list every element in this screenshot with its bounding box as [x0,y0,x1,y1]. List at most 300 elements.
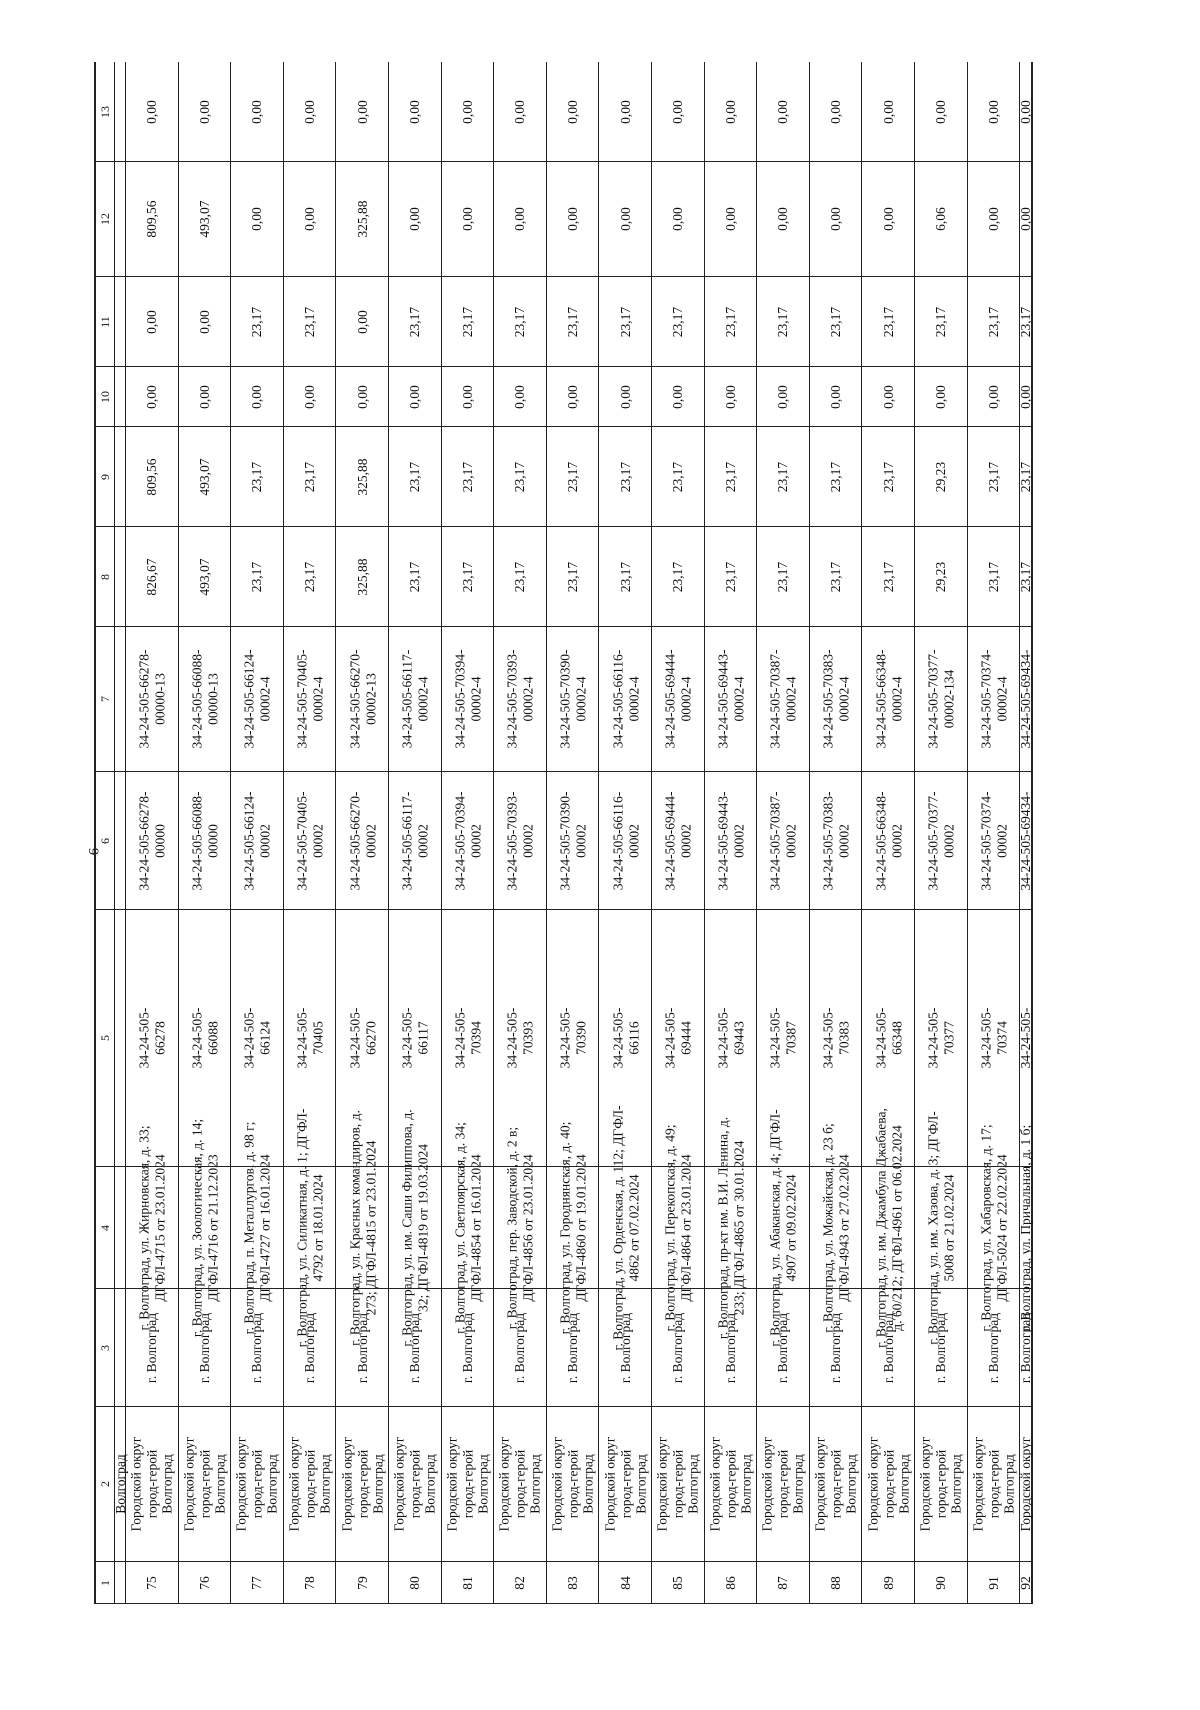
table-cell-col-7-text [926,650,957,749]
text-line: г. Волгоград, пр-кт им. В.И. Ленина, д. [715,1116,731,1339]
table-cell-col-5-text [295,1008,326,1069]
table-cell-col-10 [599,367,652,427]
text-line: 34-24-505-66117- [399,649,415,749]
table-cell-col-10-text: 0,00 [986,384,1002,409]
table-cell-col-8-text: 23,17 [512,561,528,592]
table-cell-col-5 [705,910,758,1167]
text-line: Волгоград [843,1454,859,1514]
table-cell-col-5-text [926,1008,957,1069]
table-cell-col-11 [862,277,915,367]
table-cell-col-9-text: 23,17 [986,461,1002,492]
text-line: 00002-4 [678,676,694,722]
table-cell-col-7-text [505,650,536,749]
text-line: 34-24-505-70393- [504,791,520,890]
table-cell-col-9-text: 23,17 [670,461,686,492]
header-cell-text: 10 [98,390,113,403]
text-line: город-герой [144,1449,160,1519]
table-cell-col-5 [1017,910,1033,1167]
table-cell-col-2-text [129,1437,176,1532]
text-line: 34-24-505- [978,1007,994,1069]
table-cell-col-2-text [602,1437,649,1532]
table-cell-col-7-text [978,650,1009,749]
table-cell-col-5-text [505,1008,536,1069]
text-line: 34-24-505- [662,1007,678,1069]
text-line: город-герой [933,1449,949,1519]
text-line: 34-24-505- [452,1007,468,1069]
table-cell-col-8 [336,527,389,627]
table-cell-col-5 [652,910,705,1167]
table-cell-col-13 [810,62,863,162]
text-line: 34-24-505- [399,1007,415,1069]
table-cell-col-5 [494,910,547,1167]
text-line: 34-24-505-66278- [136,791,152,890]
text-line: 00002-4 [310,676,326,722]
text-line: Городской округ [918,1436,934,1532]
text-line: ДГФЛ-4864 от 23.01.2024 [678,1153,694,1302]
table-cell-col-5-text [873,1008,904,1069]
table-cell-col-11 [599,277,652,367]
table-cell-col-13 [284,62,337,162]
text-line: 66348 [888,1021,904,1055]
text-line: 66124 [257,1021,273,1055]
text-line: 34-24-505-66116- [610,649,626,749]
text-line: Городской округ [181,1436,197,1532]
table-cell-col-4 [547,1121,600,1334]
table-cell-col-1-text: 87 [775,1575,791,1590]
table-cell-col-7 [442,627,495,772]
table-row [967,62,1021,1604]
table-cell-col-13 [915,62,968,162]
table-cell-col-5-text [821,1008,852,1069]
text-line: 70383 [836,1021,852,1055]
table-cell-col-7-text [663,650,694,749]
table-cell-col-13 [336,62,389,162]
table-cell-col-11-text: 0,00 [197,309,213,334]
table-cell-col-8 [915,527,968,627]
table-cell-col-2-text [760,1437,807,1532]
table-cell-col-4 [389,1108,442,1347]
text-line: 4792 от 18.01.2024 [310,1174,326,1281]
text-line: 00002-4 [257,676,273,722]
table-cell-col-5-text [715,1008,746,1069]
table-cell-col-9-text: 23,17 [512,461,528,492]
text-line: 00000-13 [152,673,168,725]
text-line: 273; ДГФЛ-4815 от 23.01.2024 [362,1140,378,1315]
table-cell-col-2 [442,1407,495,1562]
table-cell-col-6 [336,772,389,910]
table-cell-col-13-text: 0,00 [723,99,739,124]
table-cell-col-12 [284,162,337,277]
table-cell-col-1-text: 91 [986,1575,1002,1590]
table-cell-col-3-text: г. Волгоград [249,1312,265,1383]
table-cell-col-8-text: 29,23 [933,561,949,592]
table-cell-col-2 [336,1407,389,1562]
table-cell-col-10-text: 0,00 [565,384,581,409]
table-cell-col-5 [284,910,337,1167]
text-line: г. Волгоград, ул. Абаканская, д. 4; ДГФЛ- [767,1108,783,1347]
table-cell-col-11-text: 0,00 [144,309,160,334]
text-line: 66117 [415,1021,431,1055]
table-cell-col-6 [599,772,652,910]
table-cell-col-13-text: 0,00 [933,99,949,124]
text-line: 32; ДГФЛ-4819 от 19.03.2024 [415,1143,431,1312]
table-cell-col-12 [652,162,705,277]
table-cell-col-11-text: 23,17 [933,306,949,337]
table-cell-col-1 [442,1562,495,1604]
text-line: 34-24-505-66088- [189,791,205,890]
header-cell-text: 7 [98,696,113,702]
text-line: Городской округ [707,1436,723,1532]
text-line: 70390 [573,1021,589,1055]
text-line: Городской округ [865,1436,881,1532]
table-cell-col-6-text [978,791,1009,890]
table-cell-col-11 [915,277,968,367]
table-cell-col-9 [862,427,915,527]
table-cell-col-13-text: 0,00 [512,99,528,124]
table-cell-col-13-text: 0,00 [617,99,633,124]
text-line: 34-24-505-66270- [347,649,363,749]
table-cell-col-4 [336,1109,389,1346]
table-cell-col-11 [284,277,337,367]
text-line: 34-24-505-70393- [504,649,520,749]
table-cell-col-4 [231,1121,284,1334]
text-line: город-герой [249,1449,265,1519]
table-row [178,62,232,1604]
table-cell-col-1-text: 78 [302,1575,318,1590]
text-line: 00002-4 [783,676,799,722]
header-cell [96,62,116,162]
table-cell-col-10-text: 0,00 [828,384,844,409]
table-cell-col-5 [231,910,284,1167]
table-cell-col-8-text: 23,17 [407,561,423,592]
text-line: 00002 [783,823,799,858]
table-row [1019,62,1033,1604]
text-line: ДГФЛ-4860 от 19.01.2024 [573,1153,589,1302]
table-cell-col-1-text: 79 [354,1575,370,1590]
table-cell-col-7 [389,627,442,772]
table-cell-col-9 [705,427,758,527]
table-cell-col-7-text [452,650,483,749]
text-line: 34-24-505-70387- [767,791,783,890]
table-cell-col-12 [862,162,915,277]
header-cell [96,772,116,910]
table-cell-col-13 [179,62,232,162]
table-cell-col-2-text [287,1437,334,1532]
table-cell-col-2-text [445,1437,492,1532]
table-cell-col-6-text [873,791,904,890]
table-cell-col-9 [810,427,863,527]
table-cell-col-6-text [663,791,694,890]
table-cell-col-5 [547,910,600,1167]
text-line: 00002 [520,823,536,858]
text-line: 00000 [152,823,168,858]
table-cell-col-6 [810,772,863,910]
table-cell-col-10-text: 0,00 [197,384,213,409]
table-cell-col-13-text: 0,00 [775,99,791,124]
table-cell-col-12 [547,162,600,277]
table-cell-col-5 [599,910,652,1167]
table-cell-col-13 [652,62,705,162]
table-cell-col-9-text: 809,56 [144,457,160,496]
table-cell-col-8 [705,527,758,627]
text-line: Волгоград [160,1454,176,1514]
table-cell-col-2 [862,1407,915,1562]
text-line: 34-24-505- [189,1007,205,1069]
table-cell-col-6 [231,772,284,910]
text-line: 00002 [573,823,589,858]
text-line: 34-24-505-66116- [610,791,626,890]
header-cell [96,277,116,367]
text-line: город-герой [986,1449,1002,1519]
table-cell-col-9 [284,427,337,527]
text-line: 00002 [362,823,378,858]
table-cell-col-11 [810,277,863,367]
table-cell-col-7 [652,627,705,772]
text-line: 00002-13 [362,673,378,725]
table-cell-col-10-text: 0,00 [407,384,423,409]
table-cell-col-10 [705,367,758,427]
text-line: г. Волгоград, п. Металлургов, д. 98 г; [241,1121,257,1334]
table-cell-col-7 [599,627,652,772]
table-cell-col-11 [389,277,442,367]
table-cell-col-2 [179,1407,232,1562]
table-cell-col-6 [494,772,547,910]
text-line: ДГФЛ-4716 от 21.12.2023 [204,1153,220,1302]
text-line: 34-24-505-69444- [662,791,678,890]
text-line: 34-24-505-66348- [873,649,889,749]
table-cell-col-5 [389,910,442,1167]
table-cell-col-10-text: 0,00 [460,384,476,409]
table-cell-col-1-text: 77 [249,1575,265,1590]
table-cell-col-2 [599,1407,652,1562]
table-cell-col-5 [968,910,1021,1167]
table-cell-col-4 [284,1108,337,1347]
text-line: 00002-4 [467,676,483,722]
table-cell-col-3-text: г. Волгоград [354,1312,370,1383]
table-cell-col-12 [442,162,495,277]
table-cell-col-1 [231,1562,284,1604]
text-line: Волгоград [317,1454,333,1514]
text-line: 34-24-505- [136,1007,152,1069]
table-cell-col-10 [179,367,232,427]
text-line: г. Волгоград, ул. Перекопская, д. 49; [662,1123,678,1332]
table-cell-col-10 [442,367,495,427]
table-cell-col-5 [757,910,810,1167]
table-cell-col-5 [810,910,863,1167]
text-line: 70405 [310,1021,326,1055]
text-line: 66278 [152,1021,168,1055]
table-cell-col-7-text [1018,650,1034,749]
table-cell-col-2 [494,1407,547,1562]
table-cell-col-2-text [971,1437,1018,1532]
table-cell-col-1 [599,1562,652,1604]
table-cell-col-1 [284,1562,337,1604]
text-line: город-герой [828,1449,844,1519]
table-cell-col-10 [126,367,179,427]
text-line: Волгоград [896,1454,912,1514]
table-cell-col-5 [179,910,232,1167]
text-line: 34-24-505- [1017,1007,1033,1069]
table-cell-col-7-text [242,650,273,749]
table-cell-col-8 [547,527,600,627]
table-cell-col-2 [1017,1407,1033,1562]
text-line: г. Волгоград, ул. Можайская, д. 23 б; [820,1122,836,1333]
table-cell-col-11-text: 23,17 [775,306,791,337]
table-cell-col-1 [389,1562,442,1604]
table-cell-col-1-text: 92 [1017,1575,1033,1590]
table-cell-col-10 [652,367,705,427]
table-cell-col-8-text: 325,88 [354,557,370,596]
table-cell-col-3-text: г. Волгоград [986,1312,1002,1383]
table-cell-col-7 [915,627,968,772]
table-cell-col-1 [179,1562,232,1604]
table-cell-col-10-text: 0,00 [1017,384,1033,409]
table-cell-col-6-text [347,791,378,890]
table-cell-col-7 [231,627,284,772]
table-cell-col-8-text: 23,17 [460,561,476,592]
table-cell-col-6 [442,772,495,910]
table-cell-col-8 [442,527,495,627]
text-line: город-герой [407,1449,423,1519]
table-cell-col-12 [599,162,652,277]
text-line: 34-24-505-66124- [241,649,257,749]
table-cell-col-6 [1017,772,1033,910]
table-cell-col-4 [442,1121,495,1334]
table-cell-col-7-text [558,650,589,749]
table-cell-col-11-text: 23,17 [407,306,423,337]
table-cell-col-6-text [505,791,536,890]
table-cell-col-8 [126,527,179,627]
table-cell-col-5-text [978,1008,1009,1069]
table-cell-col-6 [705,772,758,910]
text-line: 34-24-505-70405- [294,791,310,890]
table-cell-col-6 [547,772,600,910]
table-cell-col-3-text: г. Волгоград [197,1312,213,1383]
table-cell-col-1-text: 75 [144,1575,160,1590]
text-line: Городской округ [549,1436,565,1532]
table-cell-col-10-text: 0,00 [512,384,528,409]
table-cell-col-11 [126,277,179,367]
table-cell-col-8-text: 23,17 [986,561,1002,592]
table-cell-col-2-text [497,1437,544,1532]
text-line: город-герой [302,1449,318,1519]
text-line: 34-24-505-70383- [820,649,836,749]
text-line: 34-24-505- [873,1007,889,1069]
text-line: город-герой [775,1449,791,1519]
table-cell-col-13-text: 0,00 [986,99,1002,124]
text-line: 70387 [783,1021,799,1055]
table-cell-col-7 [336,627,389,772]
table-cell-col-9-text: 23,17 [1017,461,1033,492]
table-cell-col-6 [179,772,232,910]
table-cell-col-9 [389,427,442,527]
table-cell-col-5 [862,910,915,1167]
table-cell-col-1 [652,1562,705,1604]
table-cell-col-6-text [189,791,220,890]
text-line: 00002-4 [836,676,852,722]
table-cell-col-11-text: 23,17 [828,306,844,337]
table-cell-col-12-text: 0,00 [565,207,581,231]
table-row [388,62,442,1604]
table-cell-col-2-text [918,1437,965,1532]
text-line: Городской округ [129,1436,145,1532]
table-cell-col-10 [862,367,915,427]
header-cell-text: 1 [98,1579,113,1586]
table-cell-col-12-text: 0,00 [880,207,896,231]
table-cell-col-10-text: 0,00 [933,384,949,409]
table-cell-col-1 [968,1562,1021,1604]
text-line: 34-24-505-70374- [978,791,994,890]
text-line: ДГФЛ-4856 от 23.01.2024 [520,1153,536,1302]
table-cell-col-9-text: 23,17 [775,461,791,492]
table-cell-col-2 [810,1407,863,1562]
table-cell-col-9-text: 29,23 [933,461,949,492]
table-cell-col-10-text: 0,00 [249,384,265,409]
text-line: Городской округ [760,1436,776,1532]
text-line: 70374 [993,1021,1009,1055]
table-cell-col-7 [810,627,863,772]
table-cell-col-7 [968,627,1021,772]
table-cell-col-9 [1017,427,1033,527]
table-cell-col-5-text [610,1008,641,1069]
table-cell-col-13-text: 0,00 [880,99,896,124]
text-line: 34-24-505-66088- [189,649,205,749]
text-line: г. Волгоград, пер. Заводской, д. 2 в; [504,1126,520,1329]
text-line: 00002-4 [573,676,589,722]
table-cell-col-10 [231,367,284,427]
table-cell-col-2 [389,1407,442,1562]
text-line: 69443 [730,1021,746,1055]
table-cell-col-5-text [242,1008,273,1069]
table-cell-col-8-text: 23,17 [670,561,686,592]
table-cell-col-7-text [873,650,904,749]
table-cell-col-12-text: 0,00 [723,207,739,231]
table-cell-col-8 [1017,527,1033,627]
text-line: 34-24-505- [294,1007,310,1069]
table-cell-col-13 [599,62,652,162]
text-line: 00002 [310,823,326,858]
table-cell-col-13 [968,62,1021,162]
header-cell [96,1562,116,1604]
table-cell-col-7 [862,627,915,772]
text-line: ДГФЛ-4943 от 27.02.2024 [836,1153,852,1302]
text-line: г. Волгоград, ул. Зоологическая, д. 14; [189,1118,205,1337]
table-cell-col-10-text: 0,00 [302,384,318,409]
table-cell-col-12-text: 493,07 [197,200,213,238]
text-line: ДГФЛ-4854 от 16.01.2024 [467,1153,483,1302]
table-cell-col-1-text: 80 [407,1575,423,1590]
text-line: 00002-134 [941,669,957,729]
table-cell-col-5 [126,910,179,1167]
table-cell-col-3-text: г. Волгоград [617,1312,633,1383]
text-line: Волгоград [791,1454,807,1514]
table-cell-col-10 [389,367,442,427]
table-cell-col-3-text: г. Волгоград [1017,1312,1033,1383]
text-line: город-герой [197,1449,213,1519]
table-cell-col-13 [862,62,915,162]
table-cell-col-8-text: 23,17 [1017,561,1033,592]
table-cell-col-9 [442,427,495,527]
header-cell-text: 3 [98,1344,113,1351]
table-cell-col-13-text: 0,00 [828,99,844,124]
table-cell-col-1-text: 89 [880,1575,896,1590]
text-line: г. Волгоград, ул. Причальная, д. 1 б; [1017,1124,1033,1331]
text-line: Городской округ [655,1436,671,1532]
text-line: Волгоград [370,1454,386,1514]
text-line: 00000-13 [204,673,220,725]
table-cell-col-9-text: 23,17 [249,461,265,492]
text-line: 00002 [467,823,483,858]
